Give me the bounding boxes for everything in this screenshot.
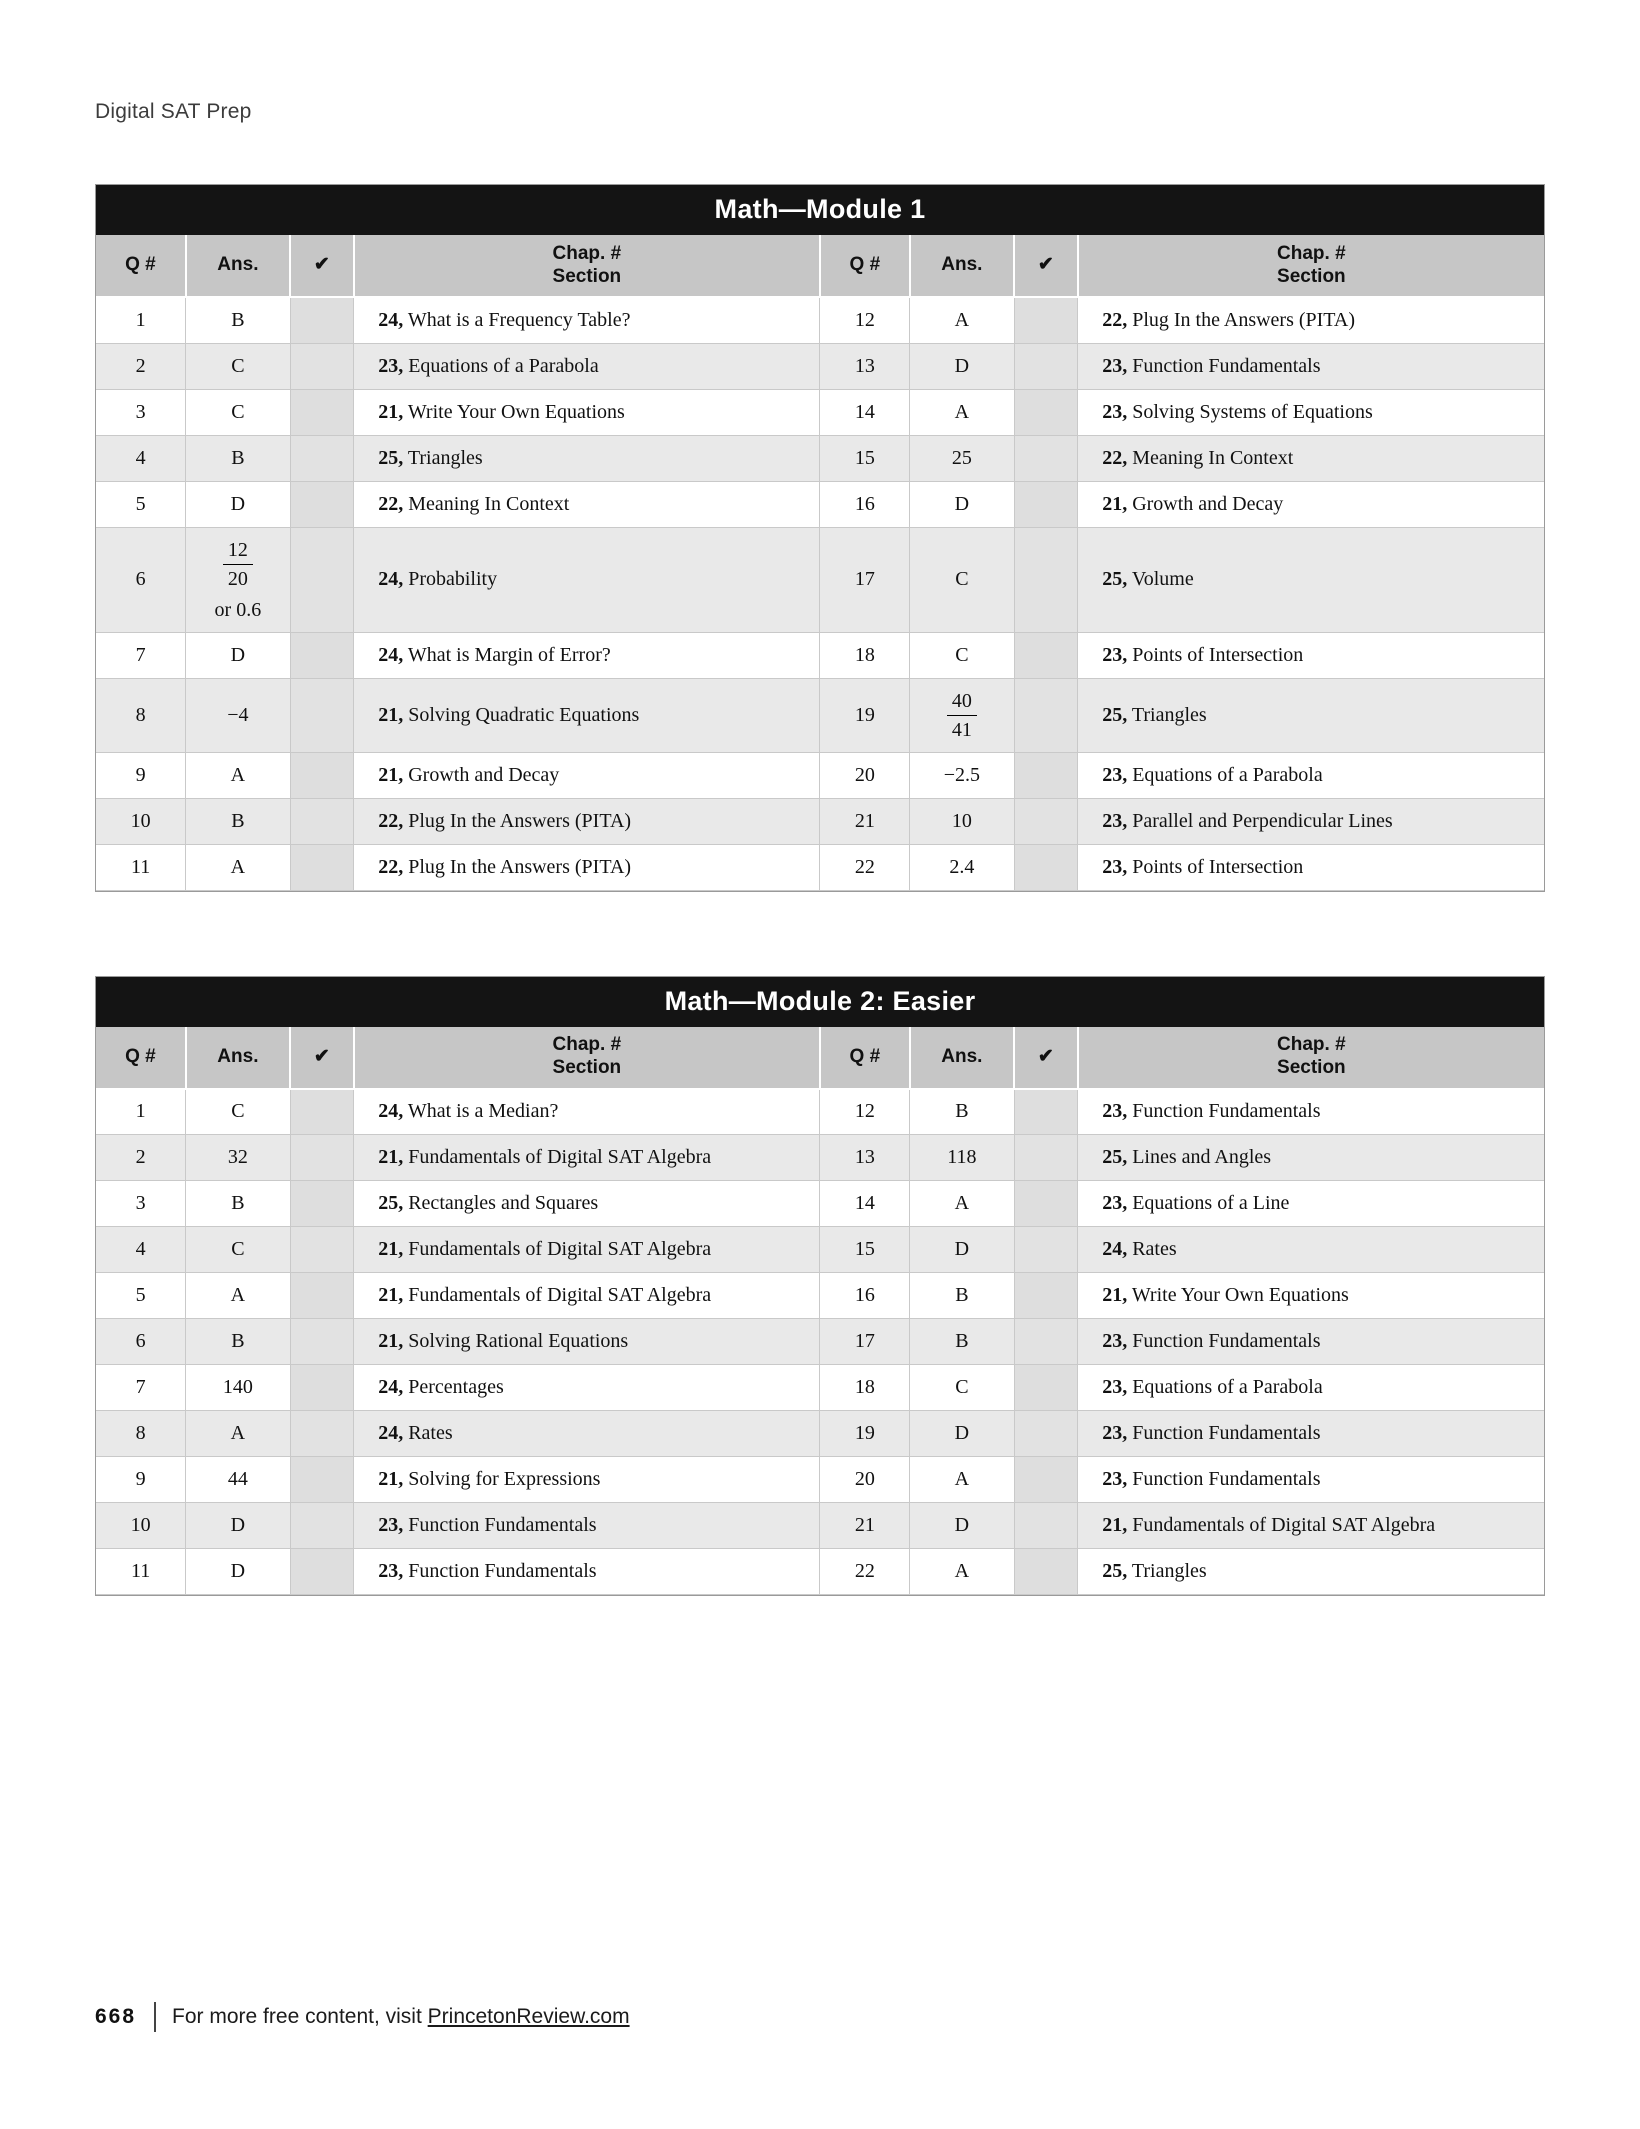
checkoff-cell: [1014, 527, 1078, 632]
chapter-number: 21,: [378, 1284, 404, 1306]
chap-section-header: [354, 1027, 820, 1089]
q-number-header: Q #: [820, 235, 910, 297]
answer-row: [96, 1089, 1544, 1135]
answer-row: [96, 1503, 1544, 1549]
checkmark-header: ✔: [290, 1027, 354, 1089]
answer-cell: A: [910, 1181, 1014, 1227]
chapter-number: 24,: [378, 1422, 404, 1444]
checkoff-cell: [290, 1319, 354, 1365]
chapter-number: 22,: [1102, 308, 1128, 331]
question-number-cell: 13: [820, 343, 910, 389]
question-number-cell: 5: [96, 481, 186, 527]
checkoff-cell: [290, 481, 354, 527]
checkoff-cell: [290, 1089, 354, 1135]
answer-cell: A: [186, 1273, 290, 1319]
answer-row: [96, 844, 1544, 890]
question-number-cell: 22: [820, 1549, 910, 1595]
checkoff-cell: [1014, 1319, 1078, 1365]
answer-header: Ans.: [910, 235, 1014, 297]
section-cell: 21, Solving Quadratic Equations: [354, 678, 820, 752]
answer-row: [96, 435, 1544, 481]
section-cell: 23, Equations of a Parabola: [354, 343, 820, 389]
section-cell: 23, Equations of a Line: [1078, 1181, 1544, 1227]
checkoff-cell: [290, 632, 354, 678]
checkoff-cell: [290, 844, 354, 890]
fraction-numerator: 12: [223, 538, 253, 565]
chapter-number: 24,: [378, 308, 404, 331]
section-header-line: Section: [552, 1057, 622, 1078]
checkoff-cell: [290, 527, 354, 632]
answer-cell: 32: [186, 1135, 290, 1181]
answer-row: [96, 389, 1544, 435]
answer-cell: 2.4: [910, 844, 1014, 890]
section-cell: 25, Volume: [1078, 527, 1544, 632]
q-number-header: Q #: [96, 235, 186, 297]
answer-cell: B: [186, 798, 290, 844]
checkoff-cell: [1014, 435, 1078, 481]
answer-row: [96, 1457, 1544, 1503]
chapter-number: 23,: [378, 1514, 404, 1536]
question-number-cell: 13: [820, 1135, 910, 1181]
module-2-title: Math—Module 2: Easier: [96, 977, 1544, 1027]
footer-text: [172, 2005, 630, 2029]
chapter-number: 23,: [378, 1560, 404, 1582]
answer-cell: D: [186, 632, 290, 678]
module-1-title: Math—Module 1: [96, 185, 1544, 235]
checkoff-cell: [290, 1181, 354, 1227]
section-cell: 23, Function Fundamentals: [354, 1549, 820, 1595]
checkoff-cell: [290, 1549, 354, 1595]
q-number-header: Q #: [96, 1027, 186, 1089]
chapter-number: 25,: [378, 1192, 404, 1214]
chapter-number: 23,: [1102, 354, 1128, 377]
answer-cell: B: [186, 1319, 290, 1365]
checkoff-cell: [1014, 1273, 1078, 1319]
chapter-number: 21,: [378, 400, 404, 423]
chapter-number: 21,: [378, 1468, 404, 1490]
checkoff-cell: [1014, 297, 1078, 343]
chapter-number: 23,: [1102, 643, 1128, 666]
chapter-number: 21,: [378, 763, 404, 786]
question-number-cell: 11: [96, 844, 186, 890]
checkoff-cell: [1014, 1457, 1078, 1503]
answer-cell: A: [910, 297, 1014, 343]
answer-cell: D: [186, 481, 290, 527]
page-footer: [95, 2002, 630, 2032]
section-cell: 23, Function Fundamentals: [354, 1503, 820, 1549]
section-header-line: Section: [1277, 265, 1346, 287]
answer-cell: [910, 678, 1014, 752]
chapter-number: 23,: [1102, 1468, 1128, 1490]
answer-cell: B: [910, 1273, 1014, 1319]
answer-row: [96, 343, 1544, 389]
checkoff-cell: [1014, 1227, 1078, 1273]
section-cell: 23, Parallel and Perpendicular Lines: [1078, 798, 1544, 844]
answer-row: [96, 1135, 1544, 1181]
question-number-cell: 7: [96, 1365, 186, 1411]
answer-row: [96, 297, 1544, 343]
section-cell: 22, Plug In the Answers (PITA): [354, 798, 820, 844]
chapter-number: 24,: [378, 1376, 404, 1398]
chapter-number: 21,: [378, 1238, 404, 1260]
section-cell: 21, Fundamentals of Digital SAT Algebra: [354, 1273, 820, 1319]
question-number-cell: 16: [820, 481, 910, 527]
fraction-answer: [947, 689, 977, 742]
checkoff-cell: [1014, 678, 1078, 752]
chap-section-header: [354, 235, 820, 297]
footer-divider: [154, 2002, 156, 2032]
question-number-cell: 9: [96, 752, 186, 798]
chapter-number: 23,: [1102, 1100, 1128, 1123]
question-number-cell: 6: [96, 1319, 186, 1365]
answer-cell: C: [910, 632, 1014, 678]
answer-row: [96, 527, 1544, 632]
section-cell: 22, Plug In the Answers (PITA): [354, 844, 820, 890]
chap-header-line: Chap. #: [552, 1034, 622, 1056]
answer-cell: 25: [910, 435, 1014, 481]
answer-cell: A: [186, 844, 290, 890]
answer-cell: C: [910, 1365, 1014, 1411]
chapter-number: 22,: [378, 492, 404, 515]
q-number-header: Q #: [820, 1027, 910, 1089]
chapter-number: 24,: [378, 568, 404, 590]
chap-header-line: Chap. #: [1277, 1034, 1346, 1056]
section-cell: 24, Rates: [1078, 1227, 1544, 1273]
checkoff-cell: [1014, 752, 1078, 798]
fraction-answer: [223, 538, 253, 591]
answer-cell: C: [186, 343, 290, 389]
module-1-answer-grid: [96, 235, 1544, 891]
question-number-cell: 15: [820, 1227, 910, 1273]
section-cell: 23, Function Fundamentals: [1078, 1319, 1544, 1365]
section-cell: 23, Function Fundamentals: [1078, 1457, 1544, 1503]
answer-cell: D: [910, 1503, 1014, 1549]
question-number-cell: 15: [820, 435, 910, 481]
chapter-number: 21,: [1102, 492, 1128, 515]
answer-cell: A: [910, 1549, 1014, 1595]
section-cell: 23, Equations of a Parabola: [1078, 752, 1544, 798]
checkoff-cell: [290, 389, 354, 435]
footer-text-label: For more free content, visit: [172, 2005, 422, 2028]
answer-cell: 118: [910, 1135, 1014, 1181]
checkoff-cell: [1014, 632, 1078, 678]
question-number-cell: 6: [96, 527, 186, 632]
fraction-denominator: 20: [227, 567, 248, 590]
answer-cell: 140: [186, 1365, 290, 1411]
question-number-cell: 17: [820, 1319, 910, 1365]
chapter-number: 22,: [378, 855, 404, 878]
section-cell: 22, Plug In the Answers (PITA): [1078, 297, 1544, 343]
chapter-number: 25,: [1102, 568, 1128, 590]
math-module-2-table: [95, 976, 1545, 1597]
chapter-number: 24,: [378, 1100, 404, 1123]
section-cell: 25, Triangles: [354, 435, 820, 481]
question-number-cell: 14: [820, 1181, 910, 1227]
section-cell: 21, Fundamentals of Digital SAT Algebra: [1078, 1503, 1544, 1549]
chap-header-line: Chap. #: [1277, 242, 1346, 264]
section-cell: 21, Write Your Own Equations: [354, 389, 820, 435]
checkoff-cell: [1014, 1365, 1078, 1411]
checkoff-cell: [290, 1365, 354, 1411]
checkoff-cell: [1014, 1549, 1078, 1595]
question-number-cell: 1: [96, 1089, 186, 1135]
question-number-cell: 12: [820, 297, 910, 343]
chapter-number: 25,: [1102, 703, 1128, 726]
section-cell: 24, What is a Frequency Table?: [354, 297, 820, 343]
chapter-number: 25,: [1102, 1146, 1128, 1168]
answer-cell: 44: [186, 1457, 290, 1503]
chapter-number: 22,: [378, 809, 404, 832]
checkoff-cell: [1014, 1089, 1078, 1135]
section-cell: 25, Lines and Angles: [1078, 1135, 1544, 1181]
answer-row: [96, 1365, 1544, 1411]
answer-row: [96, 1549, 1544, 1595]
chapter-number: 23,: [1102, 763, 1128, 786]
answer-cell: D: [910, 343, 1014, 389]
answer-cell: [186, 527, 290, 632]
checkoff-cell: [1014, 844, 1078, 890]
checkoff-cell: [1014, 1411, 1078, 1457]
checkoff-cell: [1014, 481, 1078, 527]
answer-cell: −2.5: [910, 752, 1014, 798]
question-number-cell: 2: [96, 343, 186, 389]
section-cell: 23, Function Fundamentals: [1078, 1411, 1544, 1457]
checkmark-header: ✔: [1014, 1027, 1078, 1089]
answer-cell: B: [186, 435, 290, 481]
chapter-number: 23,: [1102, 400, 1128, 423]
checkoff-cell: [290, 1273, 354, 1319]
checkmark-header: ✔: [290, 235, 354, 297]
answer-row: [96, 481, 1544, 527]
question-number-cell: 16: [820, 1273, 910, 1319]
footer-link[interactable]: PrincetonReview.com: [427, 2005, 630, 2028]
question-number-cell: 4: [96, 435, 186, 481]
question-number-cell: 22: [820, 844, 910, 890]
question-number-cell: 18: [820, 632, 910, 678]
answer-cell: A: [910, 1457, 1014, 1503]
question-number-cell: 3: [96, 389, 186, 435]
answer-cell: D: [910, 1227, 1014, 1273]
chapter-number: 21,: [378, 1146, 404, 1168]
answer-cell: −4: [186, 678, 290, 752]
answer-cell: D: [186, 1503, 290, 1549]
answer-cell: D: [910, 481, 1014, 527]
section-cell: 22, Meaning In Context: [354, 481, 820, 527]
chapter-number: 23,: [1102, 1422, 1128, 1444]
chapter-number: 22,: [1102, 446, 1128, 469]
section-cell: 23, Equations of a Parabola: [1078, 1365, 1544, 1411]
chapter-number: 23,: [1102, 1330, 1128, 1352]
question-number-cell: 20: [820, 1457, 910, 1503]
section-cell: 21, Fundamentals of Digital SAT Algebra: [354, 1135, 820, 1181]
question-number-cell: 19: [820, 678, 910, 752]
chapter-number: 23,: [1102, 1192, 1128, 1214]
chapter-number: 24,: [378, 643, 404, 666]
checkmark-header: ✔: [1014, 235, 1078, 297]
chapter-number: 21,: [1102, 1514, 1128, 1536]
section-cell: 24, What is a Median?: [354, 1089, 820, 1135]
checkoff-cell: [1014, 1135, 1078, 1181]
fraction-denominator: 41: [951, 718, 972, 741]
section-cell: 21, Write Your Own Equations: [1078, 1273, 1544, 1319]
answer-row: [96, 1411, 1544, 1457]
question-number-cell: 21: [820, 1503, 910, 1549]
answer-header: Ans.: [910, 1027, 1014, 1089]
question-number-cell: 18: [820, 1365, 910, 1411]
section-cell: 24, Probability: [354, 527, 820, 632]
answer-cell: 10: [910, 798, 1014, 844]
answer-cell: A: [186, 1411, 290, 1457]
section-cell: 22, Meaning In Context: [1078, 435, 1544, 481]
answer-header: Ans.: [186, 1027, 290, 1089]
section-cell: 23, Function Fundamentals: [1078, 1089, 1544, 1135]
answer-cell: C: [186, 1227, 290, 1273]
fraction-numerator: 40: [947, 689, 977, 716]
question-number-cell: 7: [96, 632, 186, 678]
checkoff-cell: [290, 343, 354, 389]
question-number-cell: 8: [96, 1411, 186, 1457]
chapter-number: 23,: [1102, 809, 1128, 832]
chapter-number: 25,: [1102, 1560, 1128, 1582]
checkoff-cell: [290, 752, 354, 798]
answer-cell: D: [186, 1549, 290, 1595]
chap-section-header: [1078, 235, 1544, 297]
section-cell: 25, Rectangles and Squares: [354, 1181, 820, 1227]
chapter-number: 23,: [1102, 855, 1128, 878]
section-header-line: Section: [1277, 1057, 1346, 1078]
section-cell: 24, What is Margin of Error?: [354, 632, 820, 678]
checkoff-cell: [1014, 343, 1078, 389]
section-cell: 21, Growth and Decay: [1078, 481, 1544, 527]
running-head: Digital SAT Prep: [95, 100, 252, 123]
checkoff-cell: [290, 1457, 354, 1503]
answer-row: [96, 1227, 1544, 1273]
question-number-cell: 4: [96, 1227, 186, 1273]
section-header-line: Section: [552, 265, 622, 287]
section-cell: 25, Triangles: [1078, 678, 1544, 752]
section-cell: 21, Fundamentals of Digital SAT Algebra: [354, 1227, 820, 1273]
question-number-cell: 14: [820, 389, 910, 435]
answer-row: [96, 752, 1544, 798]
page-number: 668: [95, 2005, 137, 2028]
header-row: [96, 235, 1544, 297]
answer-cell: B: [186, 297, 290, 343]
question-number-cell: 2: [96, 1135, 186, 1181]
answer-note: or 0.6: [214, 598, 262, 621]
checkoff-cell: [290, 798, 354, 844]
answer-row: [96, 1319, 1544, 1365]
chapter-number: 23,: [378, 354, 404, 377]
answer-cell: C: [186, 1089, 290, 1135]
chapter-number: 23,: [1102, 1376, 1128, 1398]
question-number-cell: 3: [96, 1181, 186, 1227]
answer-row: [96, 1181, 1544, 1227]
checkoff-cell: [290, 1135, 354, 1181]
answer-cell: A: [186, 752, 290, 798]
checkoff-cell: [290, 678, 354, 752]
question-number-cell: 20: [820, 752, 910, 798]
answer-row: [96, 798, 1544, 844]
question-number-cell: 12: [820, 1089, 910, 1135]
chapter-number: 21,: [378, 1330, 404, 1352]
section-cell: 23, Solving Systems of Equations: [1078, 389, 1544, 435]
answer-cell: C: [910, 527, 1014, 632]
section-cell: 21, Solving Rational Equations: [354, 1319, 820, 1365]
question-number-cell: 19: [820, 1411, 910, 1457]
question-number-cell: 8: [96, 678, 186, 752]
question-number-cell: 21: [820, 798, 910, 844]
checkoff-cell: [290, 297, 354, 343]
chapter-number: 21,: [378, 703, 404, 726]
section-cell: 25, Triangles: [1078, 1549, 1544, 1595]
question-number-cell: 1: [96, 297, 186, 343]
answer-cell: B: [186, 1181, 290, 1227]
section-cell: 23, Function Fundamentals: [1078, 343, 1544, 389]
checkoff-cell: [290, 1227, 354, 1273]
section-cell: 23, Points of Intersection: [1078, 632, 1544, 678]
question-number-cell: 10: [96, 1503, 186, 1549]
question-number-cell: 17: [820, 527, 910, 632]
section-cell: 21, Solving for Expressions: [354, 1457, 820, 1503]
question-number-cell: 10: [96, 798, 186, 844]
chapter-number: 21,: [1102, 1284, 1128, 1306]
answer-cell: B: [910, 1089, 1014, 1135]
question-number-cell: 9: [96, 1457, 186, 1503]
section-cell: 21, Growth and Decay: [354, 752, 820, 798]
checkoff-cell: [290, 1503, 354, 1549]
answer-row: [96, 632, 1544, 678]
chap-section-header: [1078, 1027, 1544, 1089]
checkoff-cell: [290, 435, 354, 481]
module-2-answer-grid: [96, 1027, 1544, 1596]
header-row: [96, 1027, 1544, 1089]
answer-cell: C: [186, 389, 290, 435]
chapter-number: 25,: [378, 446, 404, 469]
section-cell: 23, Points of Intersection: [1078, 844, 1544, 890]
answer-cell: D: [910, 1411, 1014, 1457]
answer-cell: A: [910, 389, 1014, 435]
chapter-number: 24,: [1102, 1238, 1128, 1260]
answer-header: Ans.: [186, 235, 290, 297]
section-cell: 24, Percentages: [354, 1365, 820, 1411]
checkoff-cell: [1014, 798, 1078, 844]
math-module-1-table: [95, 184, 1545, 892]
question-number-cell: 11: [96, 1549, 186, 1595]
chap-header-line: Chap. #: [552, 242, 622, 264]
section-cell: 24, Rates: [354, 1411, 820, 1457]
answer-cell: B: [910, 1319, 1014, 1365]
answer-row: [96, 678, 1544, 752]
checkoff-cell: [290, 1411, 354, 1457]
question-number-cell: 5: [96, 1273, 186, 1319]
answer-row: [96, 1273, 1544, 1319]
checkoff-cell: [1014, 1503, 1078, 1549]
checkoff-cell: [1014, 1181, 1078, 1227]
checkoff-cell: [1014, 389, 1078, 435]
